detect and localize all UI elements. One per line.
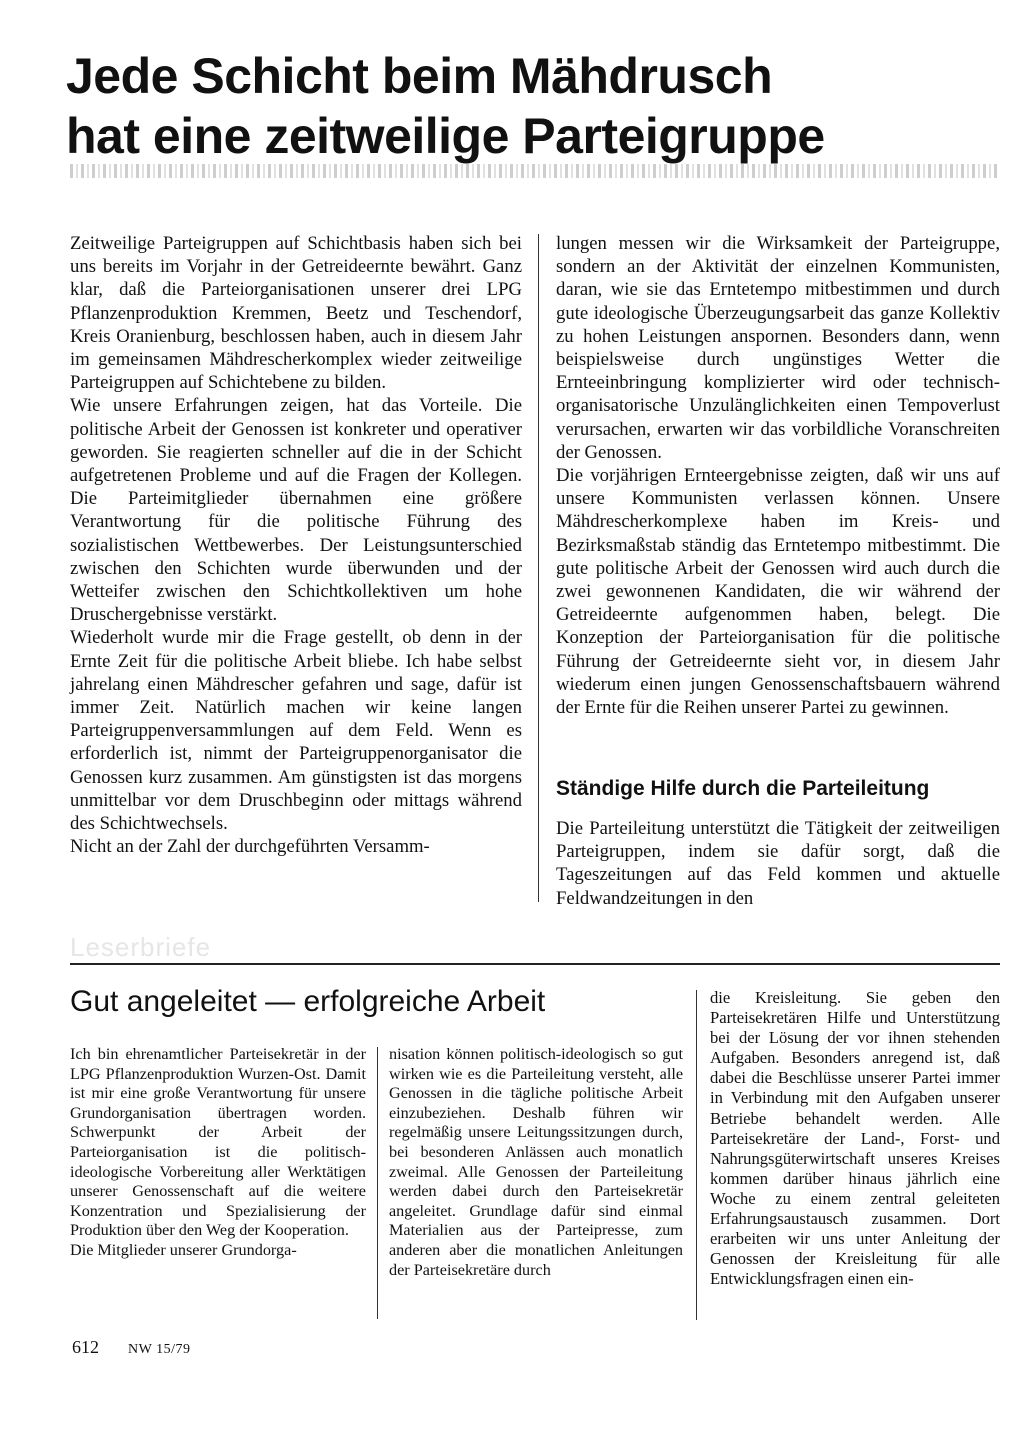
section-kicker: Leserbriefe (70, 932, 212, 962)
section-rule (70, 963, 1000, 965)
article-subhead: Ständige Hilfe durch die Parteileitung (556, 777, 930, 800)
paragraph: Wiederholt wurde mir die Frage gestellt, ob denn in der Ernte Zeit für die politische Arbeit bliebe. Ich habe selbst jahrelang einen Mähdrescher gefahren und sage, dafür ist immer Zeit. Natürlich machen wir keine langen Parteigruppenversammlungen auf dem Feld. Wenn es erforderlich ist, nimmt der Parteigruppenorganisator die Genossen kurz zusammen. Am günstigsten ist das morgens unmittelbar vor dem Druschbeginn oder mittags während des Schichtwechsels. (70, 627, 522, 835)
issue-label: NW 15/79 (128, 1342, 191, 1357)
article-column-2-continued (556, 817, 1000, 910)
paragraph: Die Mitglieder unserer Grundorga- (70, 1240, 297, 1259)
headline (66, 46, 1006, 166)
paragraph: lungen messen wir die Wirksamkeit der Parteigruppe, sondern an der Aktivität der einzelnen Kommunisten, daran, wie sie das Erntetempo mitbestimmen und durch gute ideologische Überzeugungsarbeit das ganze Kollektiv zu hohen Leistungen anspornen. Besonders dann, wenn beispielsweise durch ungünstiges Wetter die Ernteeinbringung komplizierter wird oder technisch-organisatorische Unzulänglichkeiten einen Tempoverlust verursachen, erwarten wir das vorbildliche Voranschreiten der Genossen. (556, 233, 1000, 463)
article-column-2 (556, 232, 1000, 719)
article-column-1 (70, 232, 522, 858)
column-divider (377, 1047, 378, 1319)
paragraph: Die Parteileitung unterstützt die Tätigkeit der zeitweiligen Parteigruppen, indem sie dafür sorgt, daß die Tageszeitungen auf das Feld kommen und aktuelle Feldwandzeitungen in den (556, 818, 1000, 909)
letter-column-1 (70, 1045, 366, 1261)
paragraph: Wie unsere Erfahrungen zeigen, hat das Vorteile. Die politische Arbeit der Genossen ist konkreter und operativer geworden. Sie reagierten schneller auf die in der Schicht aufgetretenen Probleme und auf die Fragen der Kollegen. Die Parteimitglieder übernahmen eine größere Verantwortung für die politische Führung des sozialistischen Wettbewerbes. Der Leistungsunterschied zwischen den Schichten wurde überwunden und der Wetteifer zwischen den Schichtkollektiven um hohe Druschergebnisse verstärkt. (70, 395, 522, 626)
paragraph: Die vorjährigen Ernteergebnisse zeigten, daß wir uns auf unsere Kommunisten verlassen können. Unsere Mähdrescherkomplexe haben im Kreis- und Bezirksmaßstab ständig das Erntetempo mitbestimmt. Die gute politische Arbeit der Genossen wird auch durch die zwei gewonnenen Kandidaten, die wir während der Getreideernte aufgenommen haben, belegt. Die Konzeption der Parteiorganisation für die politische Führung der Getreideernte sieht vor, in diesem Jahr wiederum einen jungen Genossenschaftsbauern während der Ernte für die Reihen unserer Partei zu gewinnen. (556, 465, 1000, 719)
paragraph: Ich bin ehrenamtlicher Parteisekretär in der LPG Pflanzenproduktion Wurzen-Ost. Damit ist mir eine große Verantwortung für unsere Grundorganisation übertragen worden. Schwerpunkt der Arbeit der Parteiorganisation ist die politisch-ideologische Vorbereitung aller Werktätigen unserer Genossenschaft auf die weitere Konzentration und Spezialisierung der Produktion über den Weg der Kooperation. (70, 1045, 366, 1240)
headline-rule (70, 164, 1000, 178)
column-divider (538, 234, 539, 902)
paragraph: Nicht an der Zahl der durchgeführten Versamm- (70, 836, 430, 858)
paragraph: Zeitweilige Parteigruppen auf Schichtbasis haben sich bei uns bereits im Vorjahr in der Getreideernte bewährt. Ganz klar, daß die Parteiorganisationen unserer drei LPG Pflanzenproduktion Kremmen, Beetz und Teschendorf, Kreis Oranienburg, beschlossen haben, auch in diesem Jahr im gemeinsamen Mähdrescherkomplex wieder zeitweilige Parteigruppen auf Schichtebene zu bilden. (70, 233, 522, 394)
paragraph: die Kreisleitung. Sie geben den Parteisekretären Hilfe und Unterstützung bei der Lösung der vor ihnen stehenden Aufgaben. Besonders anregend ist, daß dabei die Beschlüsse unserer Partei immer in Verbindung mit den Aufgaben unserer Betriebe behandelt werden. Alle Parteisekretäre der Land-, Forst- und Nahrungsgüterwirtschaft unseres Kreises kommen darüber hinaus jährlich eine Woche zu einem zentral geleiteten Erfahrungsaustausch zusammen. Dort erarbeiten wir uns unter Anleitung der Genossen der Kreisleitung für alle Entwicklungsfragen einen ein- (710, 988, 1000, 1289)
letter-column-2 (389, 1045, 683, 1280)
page-number: 612 (72, 1337, 99, 1357)
column-divider (696, 990, 697, 1320)
letter-column-3 (710, 988, 1000, 1289)
paragraph: nisation können politisch-ideologisch so gut wirken wie es die Parteileitung versteht, alle Genossen in die tägliche politische Arbeit einzubeziehen. Deshalb führen wir regelmäßig unsere Leitungssitzungen durch, bei besonderen Anlässen auch monatlich zweimal. Alle Genossen der Parteileitung werden dabei durch den Parteisekretär angeleitet. Grundlage dafür sind einmal Materialien aus der Parteipresse, zum anderen aber die monatlichen Anleitungen der Parteisekretäre durch (389, 1045, 683, 1279)
headline-line-1: Jede Schicht beim Mähdrusch (66, 48, 773, 104)
letter-title: Gut angeleitet — erfolgreiche Arbeit (70, 985, 546, 1018)
headline-line-2: hat eine zeitweilige Parteigruppe (66, 108, 825, 164)
